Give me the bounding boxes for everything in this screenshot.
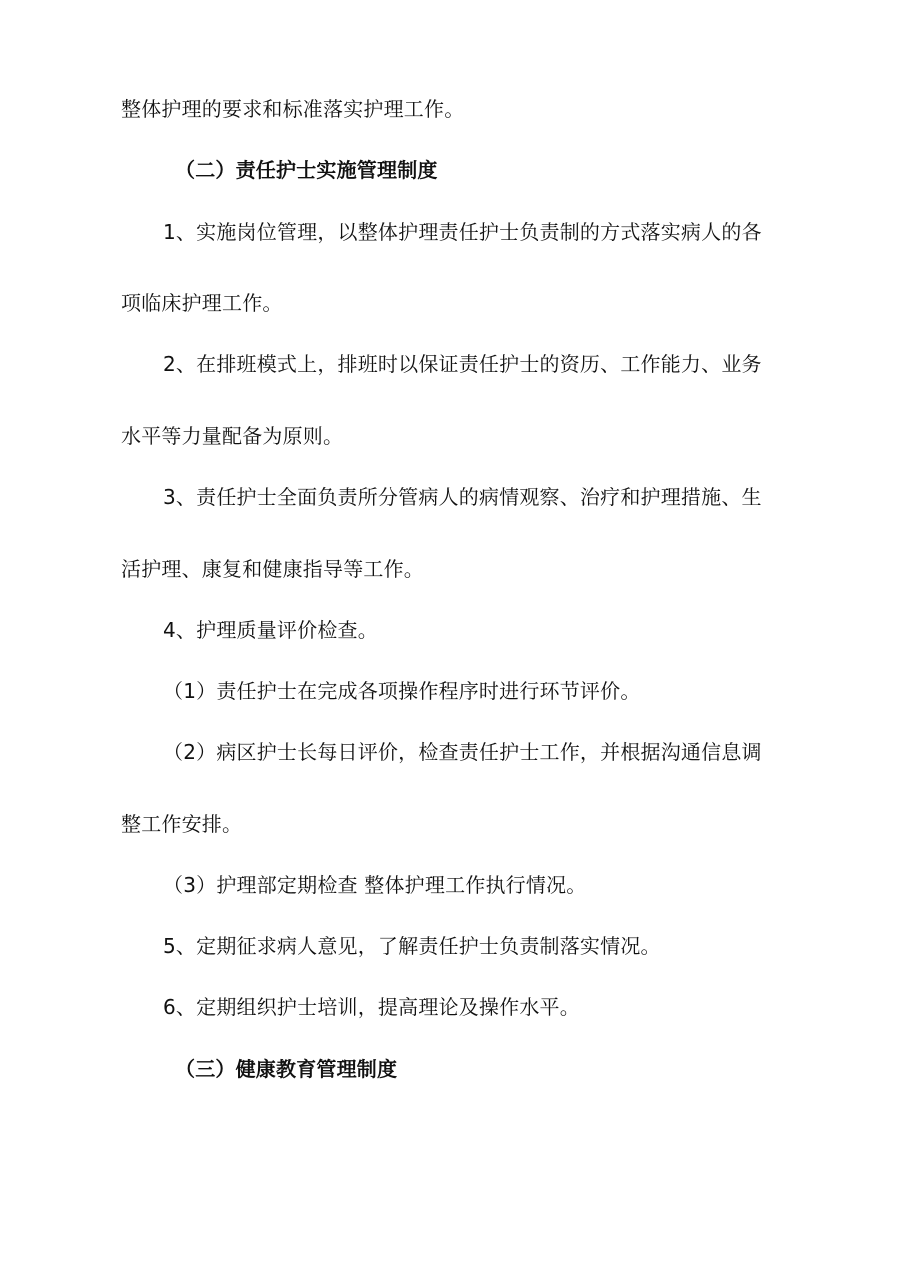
paragraph-continuation: 整体护理的要求和标准落实护理工作。	[121, 97, 465, 121]
item-6: 6、定期组织护士培训，提高理论及操作水平。	[163, 995, 580, 1019]
item-2-line-1: 2、在排班模式上，排班时以保证责任护士的资历、工作能力、业务	[163, 352, 762, 376]
item-3-line-1: 3、责任护士全面负责所分管病人的病情观察、治疗和护理措施、生	[163, 485, 762, 509]
item-1-line-1: 1、实施岗位管理，以整体护理责任护士负责制的方式落实病人的各	[163, 220, 762, 244]
subitem-2-line-1: （2）病区护士长每日评价，检查责任护士工作，并根据沟通信息调	[163, 740, 762, 764]
section-heading-2: （二）责任护士实施管理制度	[175, 158, 438, 182]
item-3-line-2: 活护理、康复和健康指导等工作。	[121, 557, 424, 581]
section-heading-3: （三）健康教育管理制度	[175, 1057, 398, 1081]
item-4: 4、护理质量评价检查。	[163, 618, 378, 642]
item-5: 5、定期征求病人意见，了解责任护士负责制落实情况。	[163, 934, 661, 958]
subitem-2-line-2: 整工作安排。	[121, 812, 243, 836]
item-2-line-2: 水平等力量配备为原则。	[121, 424, 344, 448]
item-1-line-2: 项临床护理工作。	[121, 291, 283, 315]
subitem-3: （3）护理部定期检查 整体护理工作执行情况。	[163, 873, 587, 897]
subitem-1: （1）责任护士在完成各项操作程序时进行环节评价。	[163, 679, 641, 703]
